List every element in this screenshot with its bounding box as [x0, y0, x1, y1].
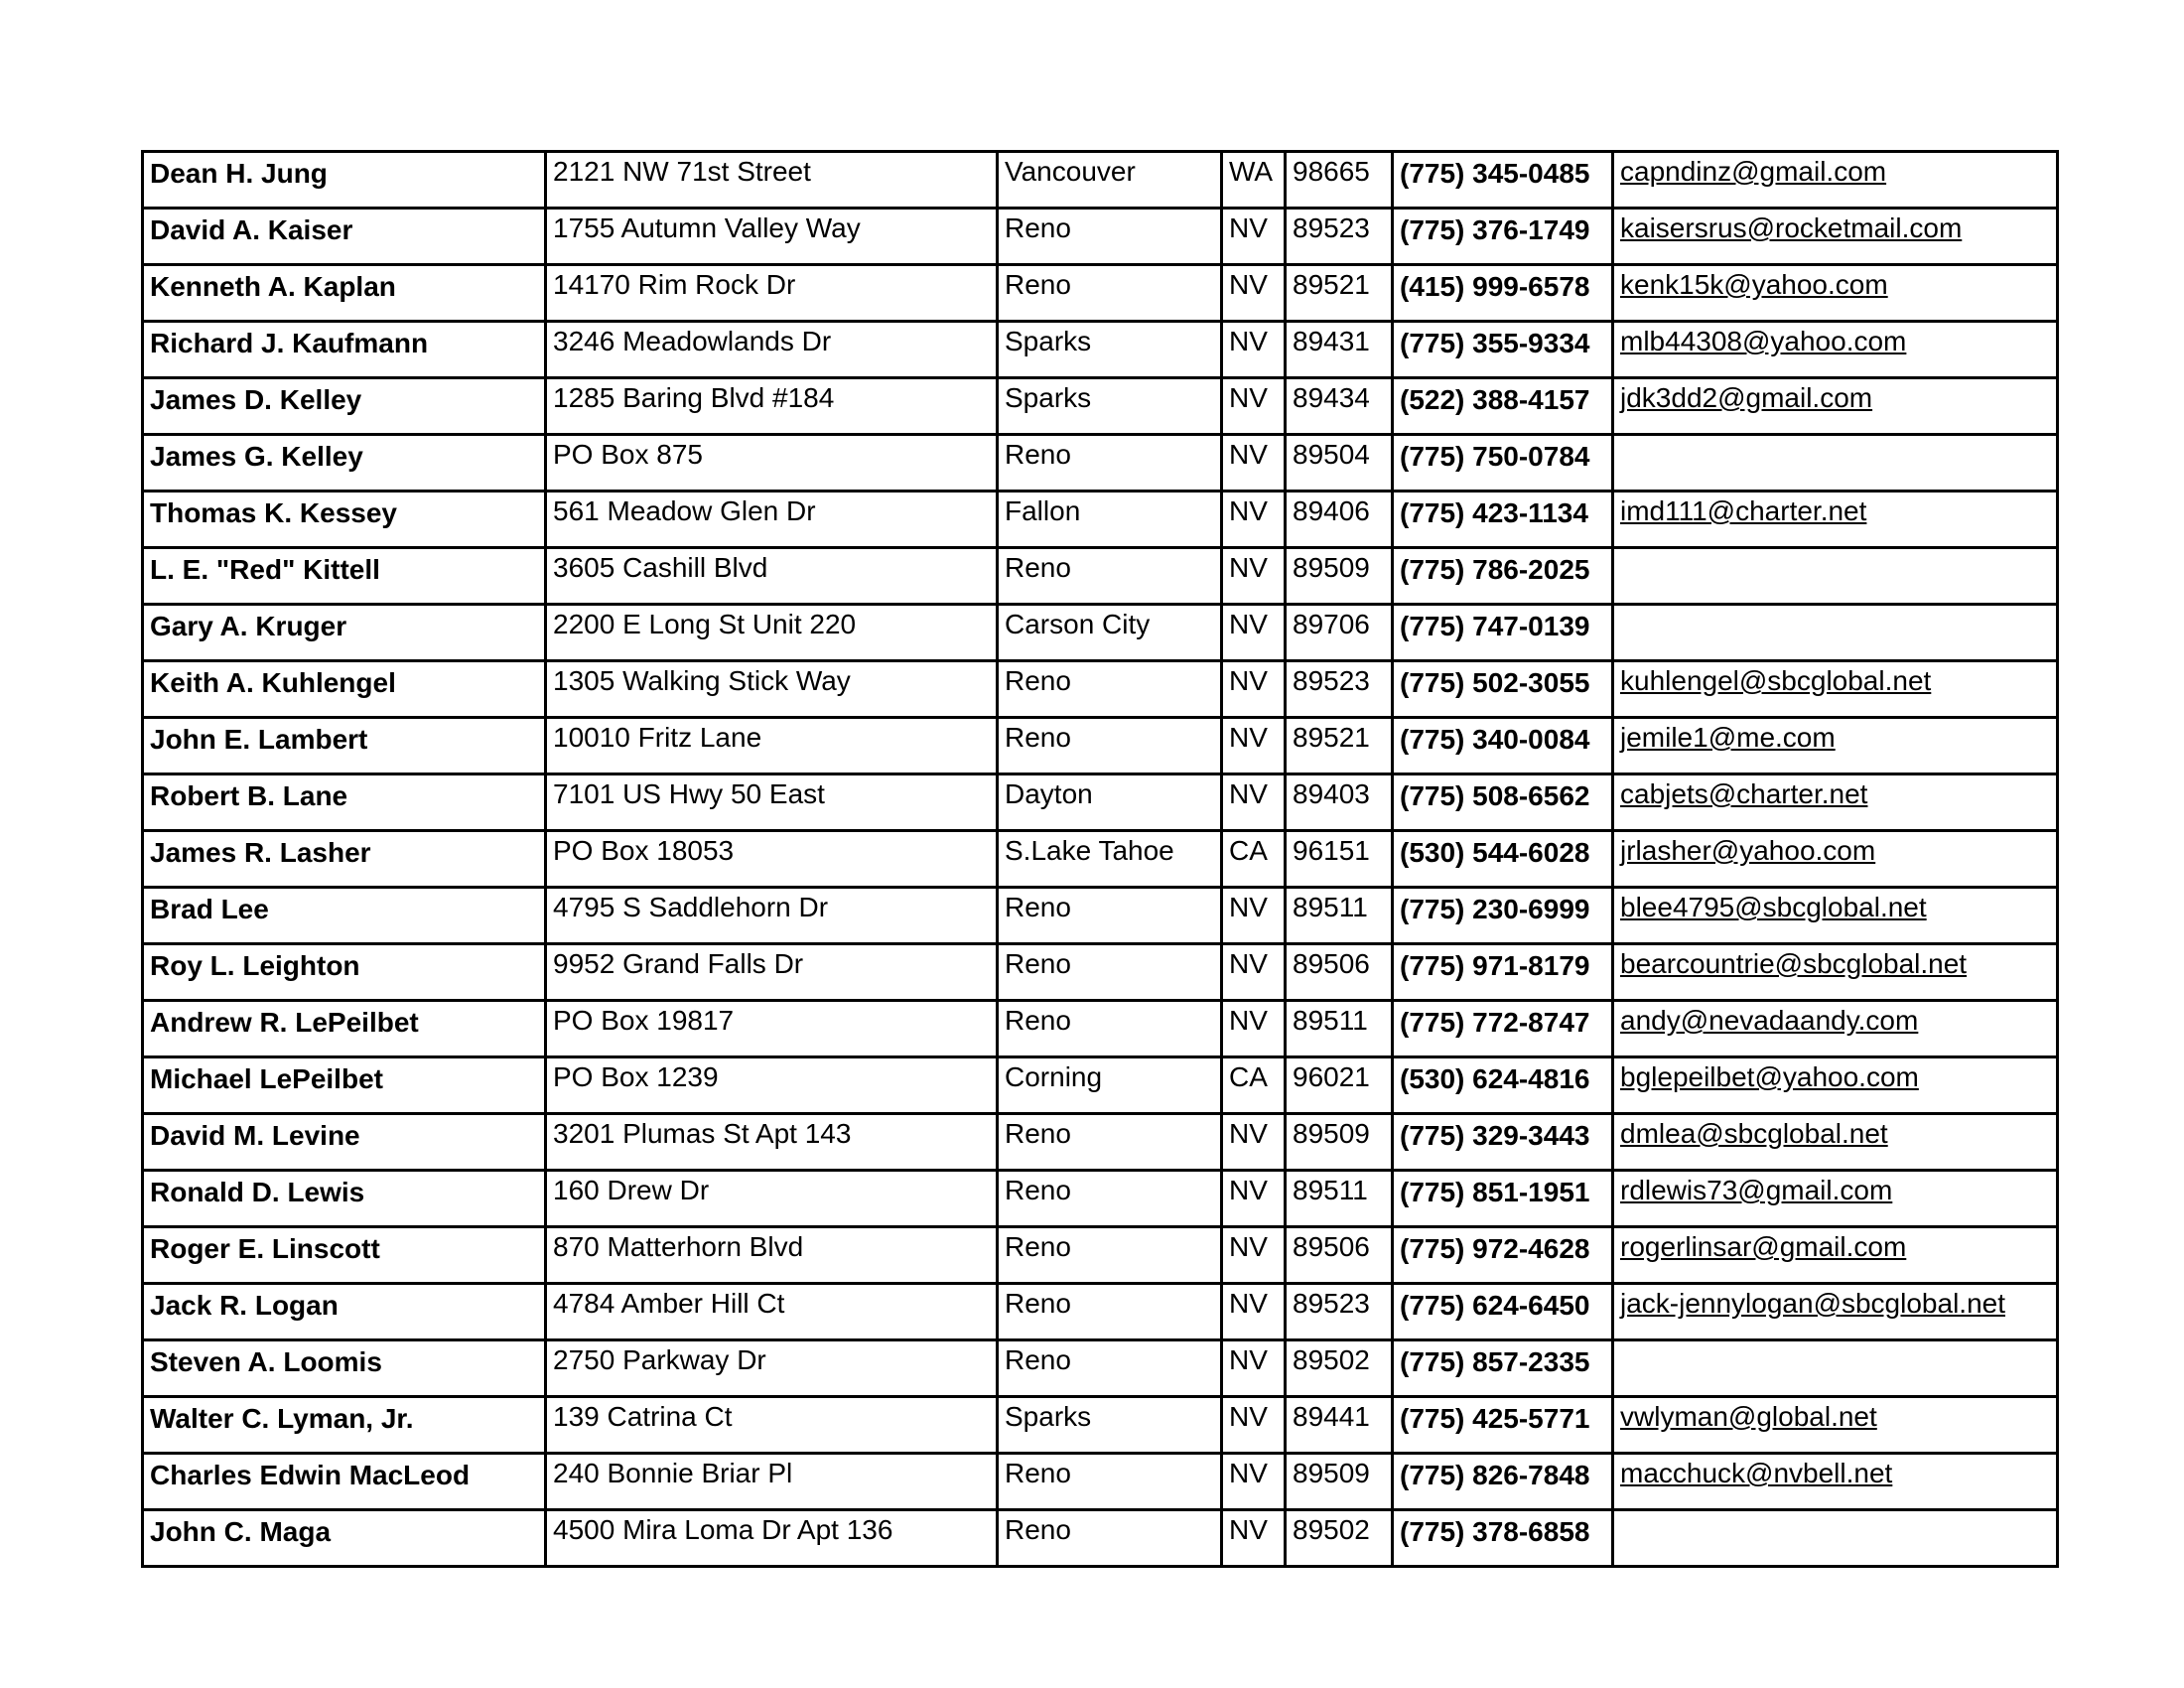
table-row — [143, 661, 2058, 718]
member-state-cell: NV — [1222, 1114, 1286, 1171]
email-link[interactable]: cabjets@charter.net — [1620, 778, 1868, 809]
email-link[interactable]: jemile1@me.com — [1620, 722, 1836, 753]
member-zip-cell: 89506 — [1286, 1227, 1393, 1284]
member-name-cell: Kenneth A. Kaplan — [143, 265, 546, 322]
table-row — [143, 1001, 2058, 1057]
member-name-cell: Andrew R. LePeilbet — [143, 1001, 546, 1057]
member-zip-cell: 89431 — [1286, 322, 1393, 378]
email-link[interactable]: rdlewis73@gmail.com — [1620, 1175, 1893, 1205]
member-phone-cell: (775) 230-6999 — [1393, 888, 1613, 944]
member-address-cell: 4784 Amber Hill Ct — [546, 1284, 998, 1340]
email-link[interactable]: kuhlengel@sbcglobal.net — [1620, 665, 1932, 696]
table-row — [143, 492, 2058, 548]
member-state-cell: NV — [1222, 888, 1286, 944]
email-link[interactable]: dmlea@sbcglobal.net — [1620, 1118, 1888, 1149]
member-state-cell: NV — [1222, 1001, 1286, 1057]
member-email-cell — [1613, 1001, 2058, 1057]
member-phone-cell: (775) 423-1134 — [1393, 492, 1613, 548]
table-row — [143, 1397, 2058, 1454]
table-row — [143, 548, 2058, 605]
member-address-cell: 561 Meadow Glen Dr — [546, 492, 998, 548]
member-name-cell: L. E. "Red" Kittell — [143, 548, 546, 605]
member-city-cell: Reno — [998, 1510, 1222, 1567]
email-link[interactable]: andy@nevadaandy.com — [1620, 1005, 1919, 1036]
email-link[interactable]: imd111@charter.net — [1620, 495, 1867, 526]
member-email-cell — [1613, 1454, 2058, 1510]
member-city-cell: Reno — [998, 888, 1222, 944]
member-city-cell: Sparks — [998, 378, 1222, 435]
member-phone-cell: (775) 345-0485 — [1393, 152, 1613, 209]
member-zip-cell: 89523 — [1286, 209, 1393, 265]
member-phone-cell: (775) 329-3443 — [1393, 1114, 1613, 1171]
member-zip-cell: 89509 — [1286, 1114, 1393, 1171]
email-link[interactable]: jrlasher@yahoo.com — [1620, 835, 1876, 866]
member-directory-table — [141, 150, 2059, 1568]
member-state-cell: NV — [1222, 378, 1286, 435]
table-row — [143, 435, 2058, 492]
table-row — [143, 1510, 2058, 1567]
member-zip-cell: 89403 — [1286, 774, 1393, 831]
member-name-cell: Gary A. Kruger — [143, 605, 546, 661]
member-state-cell: NV — [1222, 1284, 1286, 1340]
member-email-cell — [1613, 209, 2058, 265]
member-name-cell: Thomas K. Kessey — [143, 492, 546, 548]
member-address-cell: 2200 E Long St Unit 220 — [546, 605, 998, 661]
member-address-cell: 1305 Walking Stick Way — [546, 661, 998, 718]
member-state-cell: NV — [1222, 1454, 1286, 1510]
member-address-cell: 2750 Parkway Dr — [546, 1340, 998, 1397]
member-email-cell — [1613, 774, 2058, 831]
email-link[interactable]: macchuck@nvbell.net — [1620, 1458, 1893, 1488]
member-zip-cell: 89509 — [1286, 548, 1393, 605]
member-email-cell — [1613, 1510, 2058, 1567]
member-city-cell: Reno — [998, 1114, 1222, 1171]
member-zip-cell: 89521 — [1286, 265, 1393, 322]
member-city-cell: Reno — [998, 548, 1222, 605]
member-city-cell: Corning — [998, 1057, 1222, 1114]
member-state-cell: NV — [1222, 492, 1286, 548]
member-phone-cell: (775) 750-0784 — [1393, 435, 1613, 492]
email-link[interactable]: vwlyman@global.net — [1620, 1401, 1877, 1432]
member-address-cell: PO Box 18053 — [546, 831, 998, 888]
member-name-cell: Dean H. Jung — [143, 152, 546, 209]
member-phone-cell: (775) 378-6858 — [1393, 1510, 1613, 1567]
member-state-cell: NV — [1222, 1171, 1286, 1227]
directory-body — [143, 152, 2058, 1567]
member-name-cell: David M. Levine — [143, 1114, 546, 1171]
member-email-cell — [1613, 1114, 2058, 1171]
member-phone-cell: (775) 772-8747 — [1393, 1001, 1613, 1057]
member-address-cell: 10010 Fritz Lane — [546, 718, 998, 774]
member-phone-cell: (415) 999-6578 — [1393, 265, 1613, 322]
member-city-cell: Dayton — [998, 774, 1222, 831]
member-phone-cell: (775) 857-2335 — [1393, 1340, 1613, 1397]
member-address-cell: 14170 Rim Rock Dr — [546, 265, 998, 322]
table-row — [143, 1227, 2058, 1284]
email-link[interactable]: kenk15k@yahoo.com — [1620, 269, 1888, 300]
member-name-cell: Robert B. Lane — [143, 774, 546, 831]
member-state-cell: NV — [1222, 718, 1286, 774]
member-address-cell: 1755 Autumn Valley Way — [546, 209, 998, 265]
member-address-cell: 4500 Mira Loma Dr Apt 136 — [546, 1510, 998, 1567]
member-address-cell: 160 Drew Dr — [546, 1171, 998, 1227]
table-row — [143, 152, 2058, 209]
member-city-cell: Sparks — [998, 322, 1222, 378]
member-email-cell — [1613, 435, 2058, 492]
member-email-cell — [1613, 718, 2058, 774]
member-state-cell: NV — [1222, 661, 1286, 718]
member-zip-cell: 89511 — [1286, 888, 1393, 944]
member-phone-cell: (775) 786-2025 — [1393, 548, 1613, 605]
member-name-cell: Walter C. Lyman, Jr. — [143, 1397, 546, 1454]
member-name-cell: Roy L. Leighton — [143, 944, 546, 1001]
member-state-cell: NV — [1222, 209, 1286, 265]
member-city-cell: Reno — [998, 435, 1222, 492]
member-city-cell: Reno — [998, 209, 1222, 265]
table-row — [143, 605, 2058, 661]
member-name-cell: John E. Lambert — [143, 718, 546, 774]
member-state-cell: NV — [1222, 1510, 1286, 1567]
member-name-cell: Roger E. Linscott — [143, 1227, 546, 1284]
member-state-cell: NV — [1222, 265, 1286, 322]
member-city-cell: Carson City — [998, 605, 1222, 661]
member-address-cell: 3246 Meadowlands Dr — [546, 322, 998, 378]
table-row — [143, 209, 2058, 265]
member-phone-cell: (775) 851-1951 — [1393, 1171, 1613, 1227]
member-phone-cell: (775) 425-5771 — [1393, 1397, 1613, 1454]
member-email-cell — [1613, 548, 2058, 605]
member-city-cell: Sparks — [998, 1397, 1222, 1454]
member-phone-cell: (775) 355-9334 — [1393, 322, 1613, 378]
table-row — [143, 1171, 2058, 1227]
member-city-cell: Reno — [998, 718, 1222, 774]
member-zip-cell: 89441 — [1286, 1397, 1393, 1454]
member-email-cell — [1613, 661, 2058, 718]
member-email-cell — [1613, 1397, 2058, 1454]
table-row — [143, 265, 2058, 322]
email-link[interactable]: rogerlinsar@gmail.com — [1620, 1231, 1907, 1262]
member-city-cell: Reno — [998, 1284, 1222, 1340]
member-phone-cell: (775) 747-0139 — [1393, 605, 1613, 661]
member-state-cell: WA — [1222, 152, 1286, 209]
member-zip-cell: 89509 — [1286, 1454, 1393, 1510]
member-phone-cell: (775) 971-8179 — [1393, 944, 1613, 1001]
email-link[interactable]: bglepeilbet@yahoo.com — [1620, 1061, 1919, 1092]
member-phone-cell: (775) 340-0084 — [1393, 718, 1613, 774]
member-email-cell — [1613, 944, 2058, 1001]
table-row — [143, 774, 2058, 831]
table-row — [143, 1340, 2058, 1397]
member-zip-cell: 89511 — [1286, 1171, 1393, 1227]
member-name-cell: Jack R. Logan — [143, 1284, 546, 1340]
member-name-cell: Charles Edwin MacLeod — [143, 1454, 546, 1510]
member-address-cell: 870 Matterhorn Blvd — [546, 1227, 998, 1284]
member-zip-cell: 89523 — [1286, 661, 1393, 718]
member-name-cell: Steven A. Loomis — [143, 1340, 546, 1397]
member-state-cell: CA — [1222, 1057, 1286, 1114]
member-address-cell: 1285 Baring Blvd #184 — [546, 378, 998, 435]
member-address-cell: PO Box 1239 — [546, 1057, 998, 1114]
member-city-cell: Reno — [998, 1171, 1222, 1227]
member-state-cell: NV — [1222, 435, 1286, 492]
member-address-cell: PO Box 19817 — [546, 1001, 998, 1057]
member-state-cell: NV — [1222, 605, 1286, 661]
member-city-cell: S.Lake Tahoe — [998, 831, 1222, 888]
member-email-cell — [1613, 1227, 2058, 1284]
member-city-cell: Reno — [998, 265, 1222, 322]
member-phone-cell: (775) 826-7848 — [1393, 1454, 1613, 1510]
table-row — [143, 831, 2058, 888]
member-email-cell — [1613, 152, 2058, 209]
member-email-cell — [1613, 265, 2058, 322]
member-zip-cell: 96151 — [1286, 831, 1393, 888]
table-row — [143, 1284, 2058, 1340]
email-link[interactable]: jdk3dd2@gmail.com — [1620, 382, 1873, 413]
member-phone-cell: (530) 544-6028 — [1393, 831, 1613, 888]
member-email-cell — [1613, 605, 2058, 661]
member-zip-cell: 89706 — [1286, 605, 1393, 661]
member-city-cell: Reno — [998, 1340, 1222, 1397]
member-address-cell: 3201 Plumas St Apt 143 — [546, 1114, 998, 1171]
member-phone-cell: (522) 388-4157 — [1393, 378, 1613, 435]
member-zip-cell: 89406 — [1286, 492, 1393, 548]
member-state-cell: NV — [1222, 1340, 1286, 1397]
table-row — [143, 944, 2058, 1001]
member-zip-cell: 89502 — [1286, 1510, 1393, 1567]
member-city-cell: Reno — [998, 944, 1222, 1001]
member-zip-cell: 89521 — [1286, 718, 1393, 774]
member-city-cell: Reno — [998, 1454, 1222, 1510]
member-email-cell — [1613, 378, 2058, 435]
member-phone-cell: (775) 624-6450 — [1393, 1284, 1613, 1340]
member-city-cell: Reno — [998, 661, 1222, 718]
member-zip-cell: 89434 — [1286, 378, 1393, 435]
table-row — [143, 1057, 2058, 1114]
member-state-cell: NV — [1222, 322, 1286, 378]
member-phone-cell: (775) 508-6562 — [1393, 774, 1613, 831]
member-name-cell: David A. Kaiser — [143, 209, 546, 265]
member-state-cell: NV — [1222, 1397, 1286, 1454]
member-city-cell: Vancouver — [998, 152, 1222, 209]
email-link[interactable]: blee4795@sbcglobal.net — [1620, 892, 1927, 922]
member-email-cell — [1613, 831, 2058, 888]
table-row — [143, 1454, 2058, 1510]
email-link[interactable]: kaisersrus@rocketmail.com — [1620, 212, 1963, 243]
email-link[interactable]: capndinz@gmail.com — [1620, 156, 1887, 187]
table-row — [143, 888, 2058, 944]
member-name-cell: Michael LePeilbet — [143, 1057, 546, 1114]
member-email-cell — [1613, 888, 2058, 944]
member-zip-cell: 89523 — [1286, 1284, 1393, 1340]
member-state-cell: NV — [1222, 944, 1286, 1001]
member-phone-cell: (775) 376-1749 — [1393, 209, 1613, 265]
member-phone-cell: (775) 502-3055 — [1393, 661, 1613, 718]
email-link[interactable]: mlb44308@yahoo.com — [1620, 326, 1907, 356]
member-name-cell: Ronald D. Lewis — [143, 1171, 546, 1227]
member-email-cell — [1613, 492, 2058, 548]
member-address-cell: 7101 US Hwy 50 East — [546, 774, 998, 831]
member-city-cell: Fallon — [998, 492, 1222, 548]
member-name-cell: John C. Maga — [143, 1510, 546, 1567]
member-state-cell: NV — [1222, 1227, 1286, 1284]
member-zip-cell: 89502 — [1286, 1340, 1393, 1397]
member-email-cell — [1613, 1284, 2058, 1340]
member-zip-cell: 89511 — [1286, 1001, 1393, 1057]
table-row — [143, 322, 2058, 378]
member-address-cell: 240 Bonnie Briar Pl — [546, 1454, 998, 1510]
table-row — [143, 378, 2058, 435]
member-name-cell: James D. Kelley — [143, 378, 546, 435]
member-zip-cell: 89504 — [1286, 435, 1393, 492]
member-city-cell: Reno — [998, 1227, 1222, 1284]
member-name-cell: Keith A. Kuhlengel — [143, 661, 546, 718]
member-phone-cell: (530) 624-4816 — [1393, 1057, 1613, 1114]
member-name-cell: James G. Kelley — [143, 435, 546, 492]
member-state-cell: NV — [1222, 548, 1286, 605]
member-zip-cell: 98665 — [1286, 152, 1393, 209]
email-link[interactable]: jack-jennylogan@sbcglobal.net — [1620, 1288, 2005, 1319]
member-email-cell — [1613, 322, 2058, 378]
member-state-cell: CA — [1222, 831, 1286, 888]
table-row — [143, 1114, 2058, 1171]
table-row — [143, 718, 2058, 774]
member-state-cell: NV — [1222, 774, 1286, 831]
member-email-cell — [1613, 1171, 2058, 1227]
member-address-cell: 2121 NW 71st Street — [546, 152, 998, 209]
member-phone-cell: (775) 972-4628 — [1393, 1227, 1613, 1284]
member-email-cell — [1613, 1340, 2058, 1397]
member-zip-cell: 89506 — [1286, 944, 1393, 1001]
member-address-cell: 4795 S Saddlehorn Dr — [546, 888, 998, 944]
member-address-cell: 139 Catrina Ct — [546, 1397, 998, 1454]
member-city-cell: Reno — [998, 1001, 1222, 1057]
member-name-cell: Brad Lee — [143, 888, 546, 944]
member-address-cell: 9952 Grand Falls Dr — [546, 944, 998, 1001]
member-address-cell: PO Box 875 — [546, 435, 998, 492]
member-name-cell: James R. Lasher — [143, 831, 546, 888]
member-address-cell: 3605 Cashill Blvd — [546, 548, 998, 605]
email-link[interactable]: bearcountrie@sbcglobal.net — [1620, 948, 1968, 979]
member-email-cell — [1613, 1057, 2058, 1114]
member-zip-cell: 96021 — [1286, 1057, 1393, 1114]
member-name-cell: Richard J. Kaufmann — [143, 322, 546, 378]
